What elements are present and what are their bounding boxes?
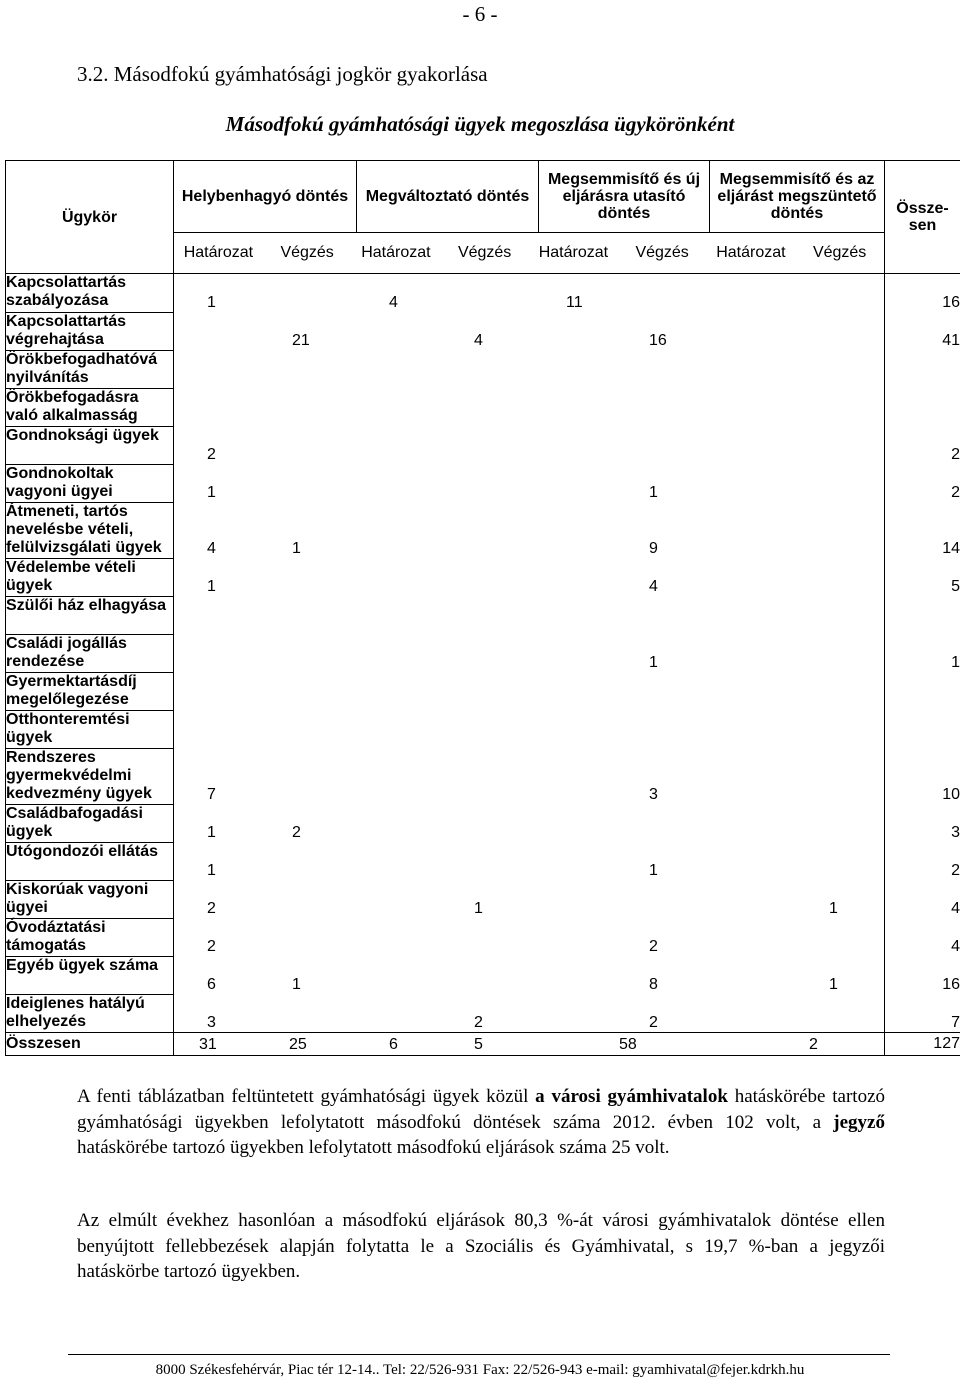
table-row (6, 634, 960, 672)
totals-value: 31 (199, 1036, 217, 1053)
cell-value: 2 (474, 1014, 483, 1031)
cell-value: 1 (207, 294, 216, 311)
cell-value: 1 (829, 900, 838, 917)
row-total (885, 596, 960, 634)
page-number: - 6 - (462, 2, 498, 26)
subheader-hatarozat: Határozat (361, 244, 431, 261)
row-label: Ideiglenes hatályú elhelyezés (6, 994, 174, 1033)
row-values (174, 502, 885, 558)
table-row (6, 748, 960, 804)
paragraph-1-bold-a: a városi gyámhivatalok (535, 1086, 728, 1107)
row-total (885, 672, 960, 710)
cell-value: 4 (389, 294, 398, 311)
row-total (885, 388, 960, 426)
row-total: 2 (885, 426, 960, 464)
row-values (174, 634, 885, 672)
header-ugykor: Ügykör (6, 161, 174, 274)
paragraph-1-text-c: hatáskörébe tartozó ügyekben lefolytatott másodfokú eljárások száma 25 volt. (77, 1137, 670, 1158)
row-values (174, 464, 885, 502)
row-label: Gyermektartásdíj megelőlegezése (6, 672, 174, 710)
cell-value: 2 (207, 446, 216, 463)
cell-value: 1 (207, 862, 216, 879)
row-total: 1 (885, 634, 960, 672)
table-row (6, 918, 960, 956)
cell-value: 3 (207, 1014, 216, 1031)
cell-value: 1 (829, 976, 838, 993)
cell-value: 21 (292, 332, 310, 349)
row-total (885, 710, 960, 748)
paragraph-1-text-b: hatáskörébe tartozó gyámhatósági ügyekben lefolytatott másodfokú döntések száma 2012. évben 102 volt, a (77, 1086, 885, 1133)
totals-value: 6 (389, 1036, 398, 1053)
row-total: 41 (885, 312, 960, 350)
row-total: 4 (885, 918, 960, 956)
row-values (174, 804, 885, 842)
totals-value: 58 (619, 1036, 637, 1053)
cell-value: 1 (649, 654, 658, 671)
table-row (6, 842, 960, 880)
cell-value: 2 (649, 938, 658, 955)
cases-table (5, 160, 960, 1056)
cell-value: 1 (207, 824, 216, 841)
row-label: Örökbefogadhatóvá nyilvánítás (6, 350, 174, 388)
row-total (885, 350, 960, 388)
row-label: Gondnokoltak vagyoni ügyei (6, 464, 174, 502)
table-row (6, 880, 960, 918)
row-total: 4 (885, 880, 960, 918)
cell-value: 2 (207, 938, 216, 955)
cell-value: 2 (292, 824, 301, 841)
paragraph-2: Az elmúlt évekhez hasonlóan a másodfokú eljárások 80,3 %-át városi gyámhivatalok döntése ellen benyújtott fellebbezések alapján folytatta le a Szociális és Gyámhivatal, s 19,7 %-ban a jegyzői hatáskörbe tartozó ügyekben. (77, 1210, 885, 1282)
row-values (174, 842, 885, 880)
header-megsemmisito-megszunteto: Megsemmisítő és az eljárást megszüntető döntés (710, 161, 885, 233)
subheader-vegzes: Végzés (280, 244, 334, 261)
row-label: Örökbefogadásra való alkalmasság (6, 388, 174, 426)
row-values (174, 672, 885, 710)
table-row (6, 274, 960, 313)
row-values (174, 558, 885, 596)
cell-value: 2 (207, 900, 216, 917)
row-label: Kapcsolattartás végrehajtása (6, 312, 174, 350)
cell-value: 3 (649, 786, 658, 803)
subheader-vegzes: Végzés (635, 244, 689, 261)
row-total: 16 (885, 274, 960, 313)
row-label: Utógondozói ellátás (6, 842, 174, 880)
cell-value: 1 (649, 862, 658, 879)
row-label: Szülői ház elhagyása (6, 596, 174, 634)
table-row (6, 596, 960, 634)
row-total: 2 (885, 464, 960, 502)
totals-value: 25 (289, 1036, 307, 1053)
row-total: 7 (885, 994, 960, 1033)
cell-value: 2 (649, 1014, 658, 1031)
cell-value: 4 (207, 540, 216, 557)
table-row (6, 994, 960, 1033)
cell-value: 7 (207, 786, 216, 803)
footer-contact: 8000 Székesfehérvár, Piac tér 12-14.. Tel: 22/526-931 Fax: 22/526-943 e-mail: gyamhivatal@fejer.kdrkh.hu (155, 1362, 805, 1378)
cell-value: 1 (207, 578, 216, 595)
row-values (174, 350, 885, 388)
row-values (174, 710, 885, 748)
table-row (6, 350, 960, 388)
totals-row (6, 1033, 960, 1056)
row-label: Óvodáztatási támogatás (6, 918, 174, 956)
totals-label: Összesen (6, 1033, 174, 1056)
paragraph-1-bold-b: jegyző (833, 1111, 885, 1133)
row-label: Kapcsolattartás szabályozása (6, 274, 174, 313)
paragraph-1-text-a: A fenti táblázatban feltüntetett gyámhatósági ügyek közül (77, 1086, 536, 1107)
row-label: Rendszeres gyermekvédelmi kedvezmény ügyek (6, 748, 174, 804)
totals-value: 5 (474, 1036, 483, 1053)
row-values (174, 748, 885, 804)
row-label: Gondnoksági ügyek (6, 426, 174, 464)
subheader-row (174, 233, 885, 274)
cell-value: 1 (474, 900, 483, 917)
table-row (6, 558, 960, 596)
grand-total: 127 (885, 1033, 960, 1056)
paragraph-1 (77, 1084, 885, 1161)
row-label: Védelembe vételi ügyek (6, 558, 174, 596)
row-label: Családi jogállás rendezése (6, 634, 174, 672)
row-label: Otthonteremtési ügyek (6, 710, 174, 748)
header-megsemmisito-uj: Megsemmisítő és új eljárásra utasító döntés (539, 161, 710, 233)
cell-value: 11 (566, 294, 583, 311)
row-label: Családbafogadási ügyek (6, 804, 174, 842)
cell-value: 9 (649, 540, 658, 557)
section-heading: 3.2. Másodfokú gyámhatósági jogkör gyakorlása (77, 62, 488, 86)
row-label: Átmeneti, tartós nevelésbe vételi, felülvizsgálati ügyek (6, 502, 174, 558)
row-total: 5 (885, 558, 960, 596)
cell-value: 4 (649, 578, 658, 595)
cell-value: 8 (649, 976, 658, 993)
row-label: Egyéb ügyek száma (6, 956, 174, 994)
row-values (174, 918, 885, 956)
row-total: 10 (885, 748, 960, 804)
table-row (6, 956, 960, 994)
table-title: Másodfokú gyámhatósági ügyek megoszlása ügykörönként (225, 112, 735, 136)
cell-value: 1 (292, 540, 301, 557)
table-row (6, 502, 960, 558)
totals-values (174, 1033, 885, 1056)
totals-value: 2 (809, 1036, 818, 1053)
row-total: 16 (885, 956, 960, 994)
subheader-hatarozat: Határozat (538, 244, 609, 261)
row-total: 2 (885, 842, 960, 880)
table-row (6, 672, 960, 710)
row-values (174, 956, 885, 994)
header-helybenhagyo: Helybenhagyó döntés (174, 161, 357, 233)
row-values (174, 880, 885, 918)
row-values (174, 426, 885, 464)
cell-value: 1 (292, 976, 301, 993)
header-osszesen: Össze-sen (885, 161, 960, 274)
table-row (6, 312, 960, 350)
table-row (6, 710, 960, 748)
row-values (174, 388, 885, 426)
subheader-vegzes: Végzés (812, 244, 867, 261)
row-label: Kiskorúak vagyoni ügyei (6, 880, 174, 918)
footer-divider (68, 1354, 890, 1355)
table-row (6, 804, 960, 842)
table-row (6, 464, 960, 502)
row-total: 14 (885, 502, 960, 558)
table-row (6, 388, 960, 426)
cell-value: 6 (207, 976, 216, 993)
row-values (174, 994, 885, 1033)
row-total: 3 (885, 804, 960, 842)
row-values (174, 312, 885, 350)
table-row (6, 426, 960, 464)
row-values (174, 274, 885, 313)
subheader-vegzes: Végzés (457, 244, 512, 261)
subheader-hatarozat: Határozat (183, 244, 254, 261)
cell-value: 1 (649, 484, 658, 501)
row-values (174, 596, 885, 634)
header-megvaltoztato: Megváltoztató döntés (357, 161, 539, 233)
subheader-hatarozat: Határozat (716, 244, 786, 261)
cell-value: 16 (649, 332, 667, 349)
cell-value: 1 (207, 484, 216, 501)
cell-value: 4 (474, 332, 483, 349)
